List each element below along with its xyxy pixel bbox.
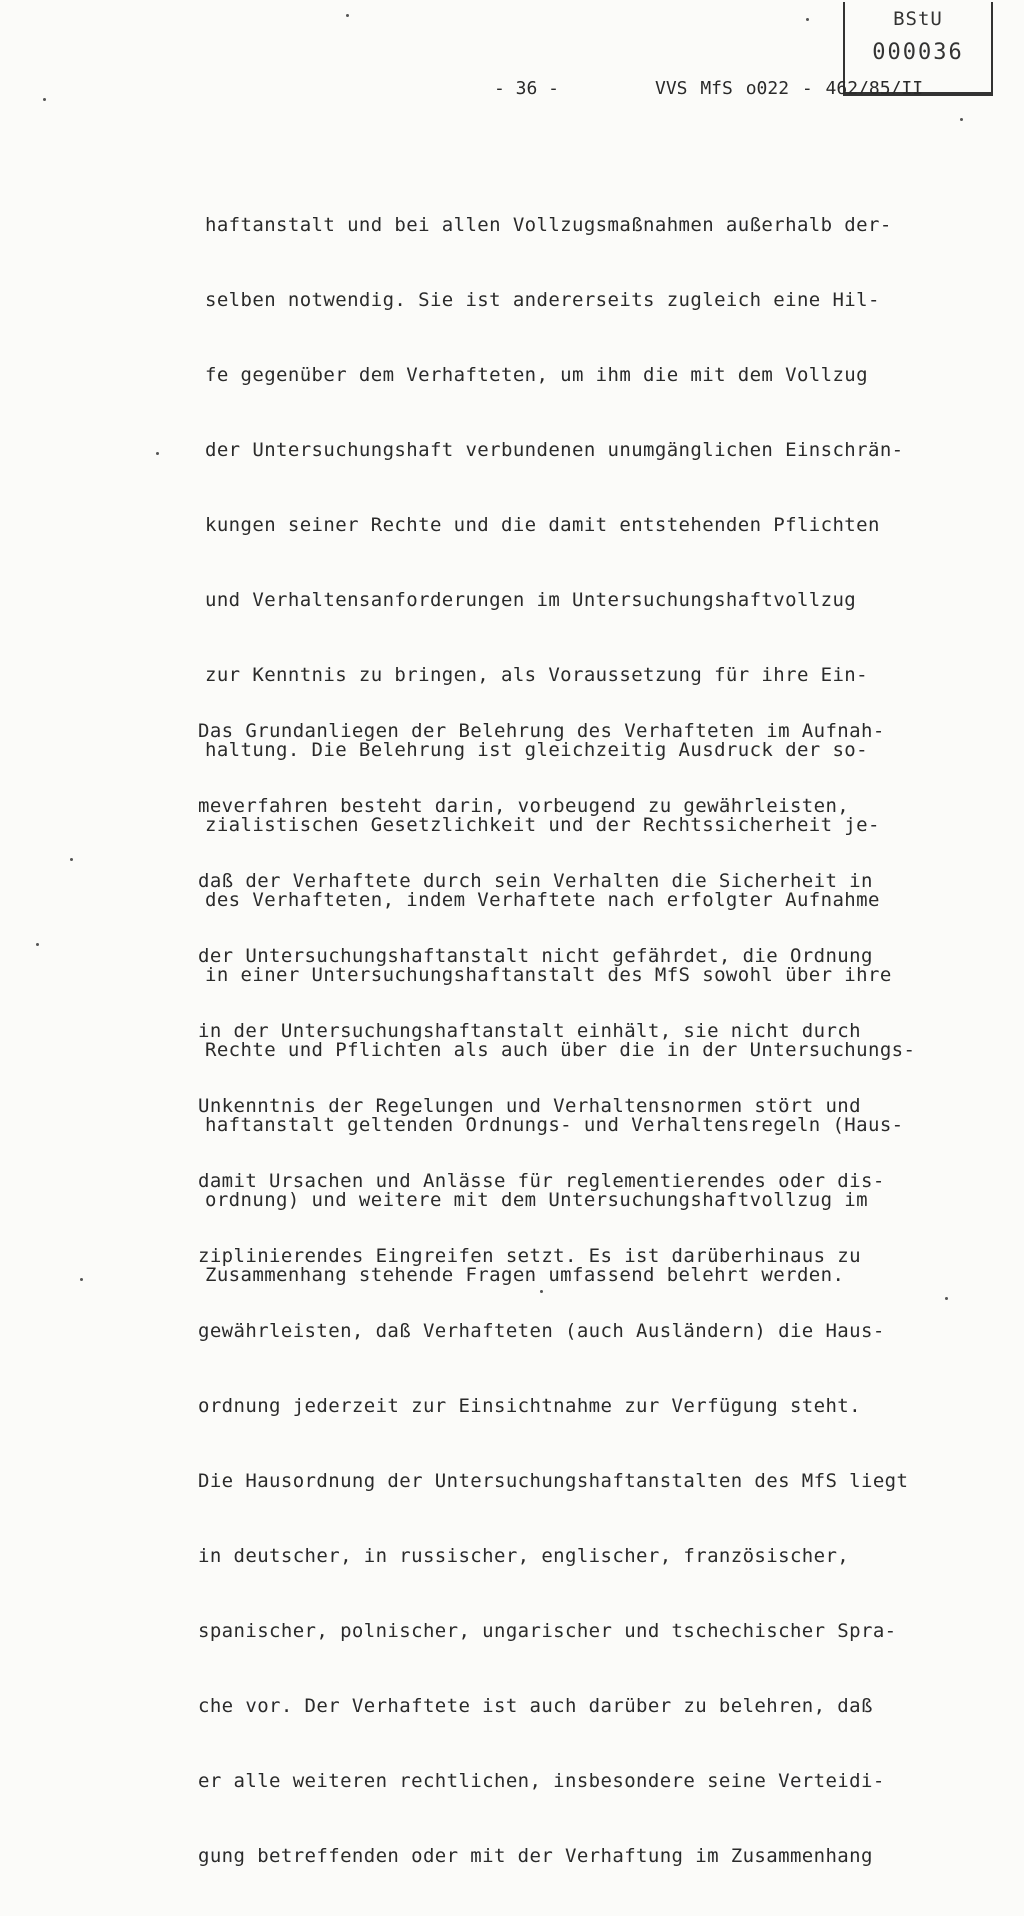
text-line: und Verhaltensanforderungen im Untersuchungshaftvollzug — [205, 589, 857, 611]
text-line: des Verhafteten, indem Verhaftete nach erfolgter Aufnahme — [205, 889, 880, 911]
text-line: haftanstalt geltenden Ordnungs- und Verhaltensregeln (Haus- — [205, 1114, 904, 1136]
text-line: spanischer, polnischer, ungarischer und tschechischer Spra- — [198, 1620, 897, 1642]
text-line: in einer Untersuchungshaftanstalt des MfS sowohl über ihre — [205, 964, 892, 986]
text-line: in der Untersuchungshaftanstalt einhält, sie nicht durch — [198, 1020, 861, 1042]
stamp-number: 000036 — [872, 40, 964, 65]
text-line: gung betreffenden oder mit der Verhaftung im Zusammenhang — [198, 1845, 873, 1867]
text-line: fe gegenüber dem Verhafteten, um ihm die mit dem Vollzug — [205, 364, 868, 386]
text-line: daß der Verhaftete durch sein Verhalten die Sicherheit in — [198, 870, 873, 892]
text-line: haftanstalt und bei allen Vollzugsmaßnahmen außerhalb der- — [205, 214, 892, 236]
scan-speck — [70, 858, 73, 861]
text-line: haltung. Die Belehrung ist gleichzeitig Ausdruck der so- — [205, 739, 868, 761]
scan-speck — [43, 98, 46, 101]
text-line: meverfahren besteht darin, vorbeugend zu gewährleisten, — [198, 795, 850, 817]
paragraph-2 — [198, 672, 908, 1916]
scan-speck — [36, 943, 39, 946]
text-line: che vor. Der Verhaftete ist auch darüber zu belehren, daß — [198, 1695, 873, 1717]
page-number: - 36 - — [494, 78, 560, 99]
scan-speck — [540, 1290, 543, 1293]
document-reference: VVS MfS o022 - 462/85/II — [655, 78, 924, 99]
scan-speck — [945, 1297, 948, 1300]
text-line: ziplinierendes Eingreifen setzt. Es ist darüberhinaus zu — [198, 1245, 861, 1267]
text-line: gewährleisten, daß Verhafteten (auch Ausländern) die Haus- — [198, 1320, 885, 1342]
text-line: zur Kenntnis zu bringen, als Voraussetzung für ihre Ein- — [205, 664, 868, 686]
scan-speck — [346, 14, 349, 17]
scan-speck — [80, 1278, 83, 1281]
text-line: Unkenntnis der Regelungen und Verhaltensnormen stört und — [198, 1095, 861, 1117]
text-line: er alle weiteren rechtlichen, insbesondere seine Verteidi- — [198, 1770, 885, 1792]
reference-underline — [843, 94, 993, 96]
scan-speck — [806, 18, 809, 21]
stamp-label: BStU — [893, 8, 943, 30]
text-line: der Untersuchungshaft verbundenen unumgänglichen Einschrän- — [205, 439, 904, 461]
text-line: Die Hausordnung der Untersuchungshaftanstalten des MfS liegt — [198, 1470, 909, 1492]
scan-speck — [156, 452, 159, 455]
text-line: selben notwendig. Sie ist andererseits zugleich eine Hil- — [205, 289, 880, 311]
text-line: damit Ursachen und Anlässe für reglementierendes oder dis- — [198, 1170, 885, 1192]
text-line: zialistischen Gesetzlichkeit und der Rechtssicherheit je- — [205, 814, 880, 836]
text-line: in deutscher, in russischer, englischer, französischer, — [198, 1545, 850, 1567]
text-line: ordnung) und weitere mit dem Untersuchungshaftvollzug im — [205, 1189, 868, 1211]
text-line: Rechte und Pflichten als auch über die in der Untersuchungs- — [205, 1039, 916, 1061]
text-line: ordnung jederzeit zur Einsichtnahme zur Verfügung steht. — [198, 1395, 861, 1417]
text-line: Zusammenhang stehende Fragen umfassend belehrt werden. — [205, 1264, 845, 1286]
scan-speck — [960, 118, 963, 121]
text-line: Das Grundanliegen der Belehrung des Verhafteten im Aufnah- — [198, 720, 885, 742]
page-header — [0, 78, 1024, 108]
text-line: kungen seiner Rechte und die damit entstehenden Pflichten — [205, 514, 880, 536]
text-line: der Untersuchungshaftanstalt nicht gefährdet, die Ordnung — [198, 945, 873, 967]
